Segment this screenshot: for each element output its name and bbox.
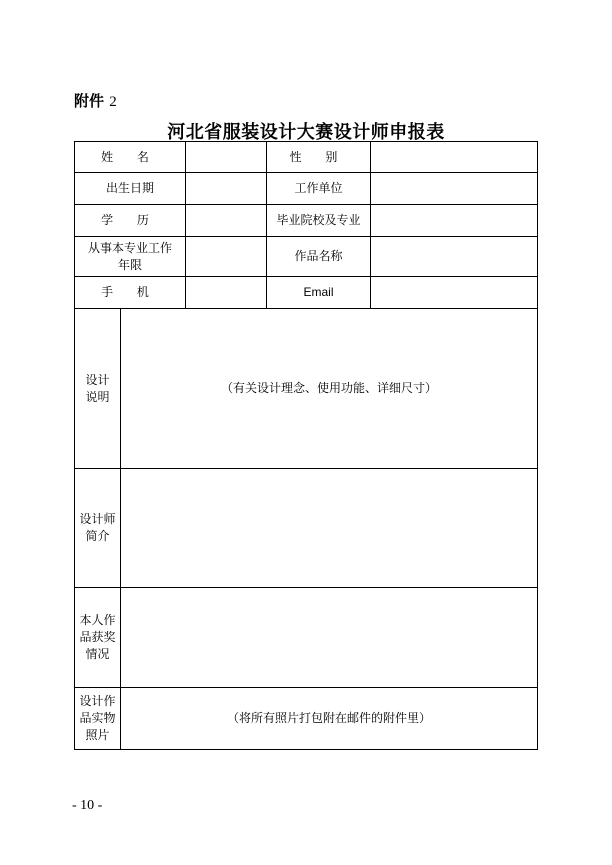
designer-bio-field[interactable]	[121, 469, 538, 588]
photos-hint: （将所有照片打包附在邮件的附件里）	[227, 711, 432, 725]
name-field[interactable]	[186, 142, 267, 173]
table-row	[75, 688, 538, 750]
phone-field[interactable]	[186, 277, 267, 309]
annex-number: 2	[109, 94, 117, 110]
email-field[interactable]	[371, 277, 538, 309]
table-row	[75, 237, 538, 277]
design-description-hint: （有关设计理念、使用功能、详细尺寸）	[221, 381, 438, 395]
email-label: Email	[267, 277, 371, 309]
work-years-label: 从事本专业工作 年限	[75, 237, 186, 277]
education-label: 学 历	[75, 205, 186, 237]
birth-date-field[interactable]	[186, 173, 267, 205]
table-row	[75, 309, 538, 469]
photos-label: 设计作 品实物 照片	[75, 688, 121, 750]
work-years-field[interactable]	[186, 237, 267, 277]
table-row	[75, 205, 538, 237]
work-name-field[interactable]	[371, 237, 538, 277]
page-number: - 10 -	[72, 798, 103, 813]
table-row	[75, 277, 538, 309]
workplace-label: 工作单位	[267, 173, 371, 205]
gender-field[interactable]	[371, 142, 538, 173]
work-name-label: 作品名称	[267, 237, 371, 277]
education-field[interactable]	[186, 205, 267, 237]
table-row	[75, 588, 538, 688]
gender-label: 性 别	[267, 142, 371, 173]
birth-date-label: 出生日期	[75, 173, 186, 205]
table-row	[75, 173, 538, 205]
awards-label: 本人作 品获奖 情况	[75, 588, 121, 688]
design-description-field[interactable]	[121, 309, 538, 469]
workplace-field[interactable]	[371, 173, 538, 205]
name-label: 姓 名	[75, 142, 186, 173]
annex-text: 附件	[74, 92, 105, 110]
school-major-field[interactable]	[371, 205, 538, 237]
table-row	[75, 142, 538, 173]
school-major-label: 毕业院校及专业	[267, 205, 371, 237]
form-title: 河北省服装设计大赛设计师申报表	[167, 122, 445, 143]
application-form-table	[74, 141, 538, 750]
annex-label	[74, 90, 117, 111]
awards-field[interactable]	[121, 588, 538, 688]
design-description-label: 设计 说明	[75, 309, 121, 469]
photos-field[interactable]	[121, 688, 538, 750]
phone-label: 手 机	[75, 277, 186, 309]
table-row	[75, 469, 538, 588]
designer-bio-label: 设计师 简介	[75, 469, 121, 588]
